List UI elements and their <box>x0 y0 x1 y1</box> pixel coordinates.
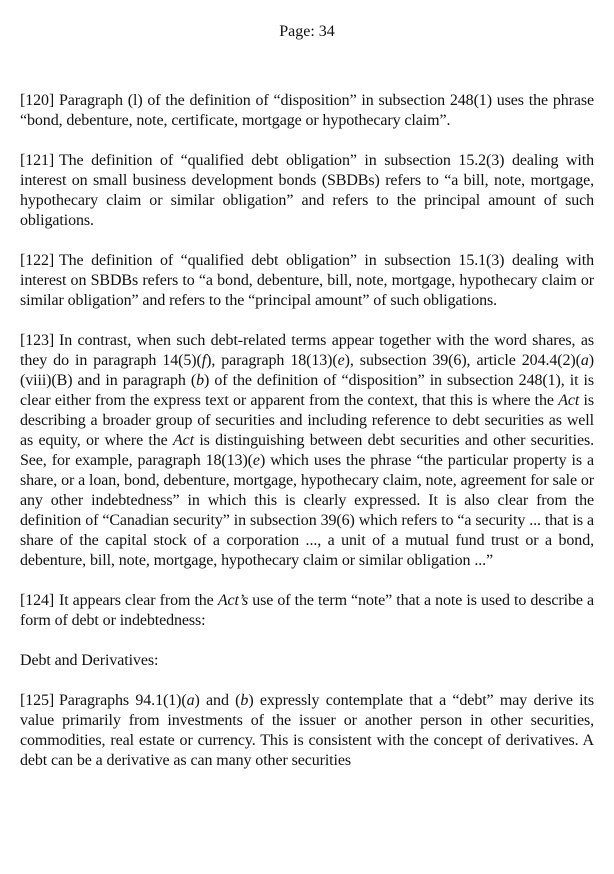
italic-text: e <box>337 352 345 369</box>
paragraph-125 <box>20 691 594 771</box>
italic-text: Act <box>558 392 580 409</box>
paragraph-text: ) of the definition of “disposition” in subsection 248(1), it is clear either from the express text or apparent from the context, that this is where the <box>20 372 594 409</box>
paragraph-text: use of the term “note” that a note is used to describe a form of debt or indebtedness: <box>20 592 594 629</box>
paragraph-text: is describing a broader group of securities and including reference to debt securities as well as equity, or where the <box>20 392 595 449</box>
italic-text: f <box>201 352 207 369</box>
document-body <box>20 91 594 771</box>
italic-text: Act’s <box>217 592 249 609</box>
paragraph-123 <box>20 331 594 571</box>
paragraph-124 <box>20 591 594 631</box>
section-heading <box>20 651 594 671</box>
paragraph-number: [124] <box>20 592 55 609</box>
paragraph-text: ) expressly contemplate that a “debt” may derive its value primarily from investments of the issuer or another person in other securities, commodities, real estate or currency. This is consistent with the concept of derivatives. A debt can be a derivative as can many other securities <box>20 692 594 769</box>
italic-text: a <box>580 352 589 369</box>
paragraph-number: [121] <box>20 152 55 169</box>
paragraph-number: [120] <box>20 92 55 109</box>
italic-text: b <box>240 692 249 709</box>
paragraph-121 <box>20 151 594 231</box>
paragraph-number: [125] <box>20 692 55 709</box>
italic-text: Act <box>172 432 194 449</box>
paragraph-number: [122] <box>20 252 55 269</box>
paragraph-text: ), paragraph 18(13)( <box>206 352 338 369</box>
paragraph-text: Debt and Derivatives: <box>20 652 159 669</box>
paragraph-text: It appears clear from the <box>58 592 218 609</box>
page-number-header: Page: 34 <box>279 23 335 40</box>
paragraph-text: Paragraph (l) of the definition of “disposition” in subsection 248(1) uses the phrase “bond, debenture, note, certificate, mortgage or hypothecary claim”. <box>20 92 594 129</box>
italic-text: b <box>196 372 205 389</box>
paragraph-text: In contrast, when such debt-related terms appear together with the word shares, as they do in paragraph 14(5)( <box>20 332 594 369</box>
paragraph-text: Paragraphs 94.1(1)( <box>58 692 187 709</box>
paragraph-text: ) which uses the phrase “the particular property is a share, or a loan, bond, debenture, mortgage, hypothecary claim, note, agreement for sale or any other indebtedness” in which this is clearly expressed. It is also clear from the definition of “Canadian security” in subsection 39(6) which refers to “a security ... that is a share of the capital stock of a corporation ..., a unit of a mutual fund trust or a bond, debenture, bill, note, mortgage, hypothecary claim or similar obligation ...” <box>20 452 594 569</box>
paragraph-number: [123] <box>20 332 55 349</box>
paragraph-text: ), subsection 39(6), article 204.4(2)( <box>344 352 581 369</box>
paragraph-text: The definition of “qualified debt obligation” in subsection 15.2(3) dealing with interest on small business development bonds (SBDBs) refers to “a bill, note, mortgage, hypothecary claim or similar obligation” and refers to the principal amount of such obligations. <box>20 152 594 229</box>
italic-text: e <box>252 452 260 469</box>
italic-text: a <box>186 692 195 709</box>
paragraph-122 <box>20 251 594 311</box>
paragraph-text: )(viii)(B) and in paragraph ( <box>20 352 594 389</box>
paragraph-text: is distinguishing between debt securities and other securities. See, for example, paragraph 18(13)( <box>20 432 595 469</box>
paragraph-120 <box>20 91 594 131</box>
paragraph-text: The definition of “qualified debt obligation” in subsection 15.1(3) dealing with interest on SBDBs refers to “a bond, debenture, bill, note, mortgage, hypothecary claim or similar obligation” and refers to the “principal amount” of such obligations. <box>20 252 594 309</box>
paragraph-text: ) and ( <box>194 692 241 709</box>
